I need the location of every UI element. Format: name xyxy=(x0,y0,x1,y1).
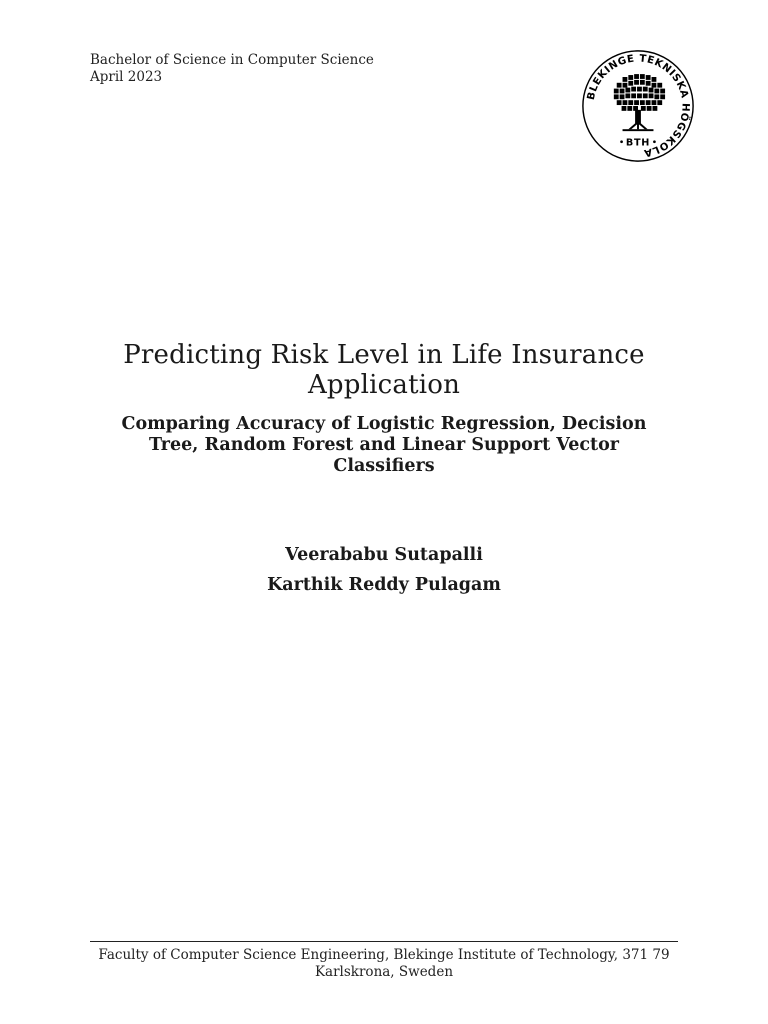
degree-line: Bachelor of Science in Computer Science xyxy=(90,52,374,68)
author-name: Veerababu Sutapalli xyxy=(285,545,483,565)
document-header xyxy=(90,52,374,86)
author-list xyxy=(60,540,708,600)
logo-ring-text: BLEKINGE TEKNISKA HÖGSKOLA xyxy=(585,53,691,159)
subtitle-line-1: Comparing Accuracy of Logistic Regression, Decision xyxy=(121,414,647,434)
date-line: April 2023 xyxy=(90,69,163,85)
title-block xyxy=(60,340,708,477)
subtitle-line-2: Tree, Random Forest and Linear Support Vector xyxy=(149,435,619,455)
subtitle-line-3: Classifiers xyxy=(333,456,435,476)
logo-abbrev: BTH xyxy=(625,137,651,149)
footer-line-1: Faculty of Computer Science Engineering, Blekinge Institute of Technology, 371 79 xyxy=(98,947,670,963)
footer-affiliation xyxy=(90,947,678,981)
title-line-1: Predicting Risk Level in Life Insurance xyxy=(123,340,645,370)
document-title xyxy=(60,340,708,400)
author-name: Karthik Reddy Pulagam xyxy=(267,575,501,595)
title-line-2: Application xyxy=(307,370,461,400)
university-logo xyxy=(580,48,696,164)
document-subtitle xyxy=(60,414,708,477)
footer-divider xyxy=(90,941,678,942)
tree-logo-icon xyxy=(614,74,665,131)
footer-line-2: Karlskrona, Sweden xyxy=(314,964,454,980)
